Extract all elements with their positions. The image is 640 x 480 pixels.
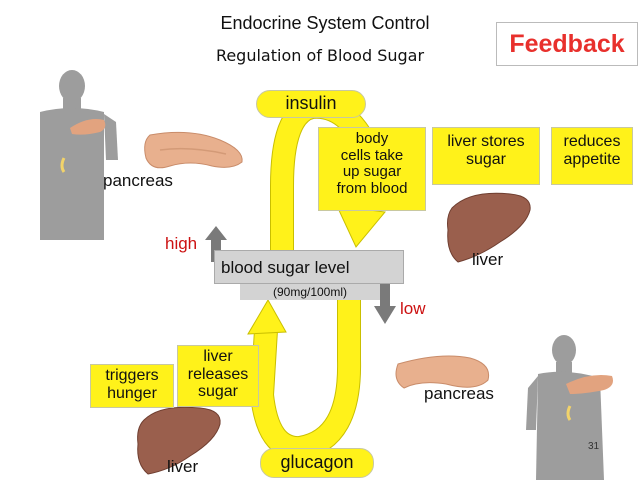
glucagon-label: glucagon [260, 448, 374, 478]
pancreas-label-top: pancreas [103, 171, 173, 190]
insulin-label: insulin [256, 90, 366, 118]
reduces-appetite-box: reduces appetite [551, 127, 633, 185]
triggers-hunger-box: triggers hunger [90, 364, 174, 408]
blood-sugar-normal-value: (90mg/100ml) [240, 284, 380, 300]
feedback-label: Feedback [496, 22, 638, 66]
liver-label-left: liver [167, 457, 199, 476]
page-number: 31 [588, 441, 600, 452]
glucagon-loop-arrow [248, 300, 349, 448]
pancreas-icon [145, 132, 242, 167]
slide-title: Endocrine System Control [220, 13, 430, 33]
pancreas-label-bottom: pancreas [424, 384, 494, 403]
high-label: high [165, 234, 198, 253]
body-cells-box: body cells take up sugar from blood [318, 127, 426, 211]
liver-label-right: liver [472, 250, 504, 269]
blood-sugar-level-bar: blood sugar level [214, 250, 404, 284]
liver-stores-box: liver stores sugar [432, 127, 540, 185]
slide-subtitle: Regulation of Blood Sugar [215, 46, 425, 65]
liver-releases-box: liver releases sugar [177, 345, 259, 407]
low-label: low [400, 299, 426, 318]
human-silhouette-icon [526, 335, 604, 480]
human-silhouette-icon [40, 70, 118, 240]
